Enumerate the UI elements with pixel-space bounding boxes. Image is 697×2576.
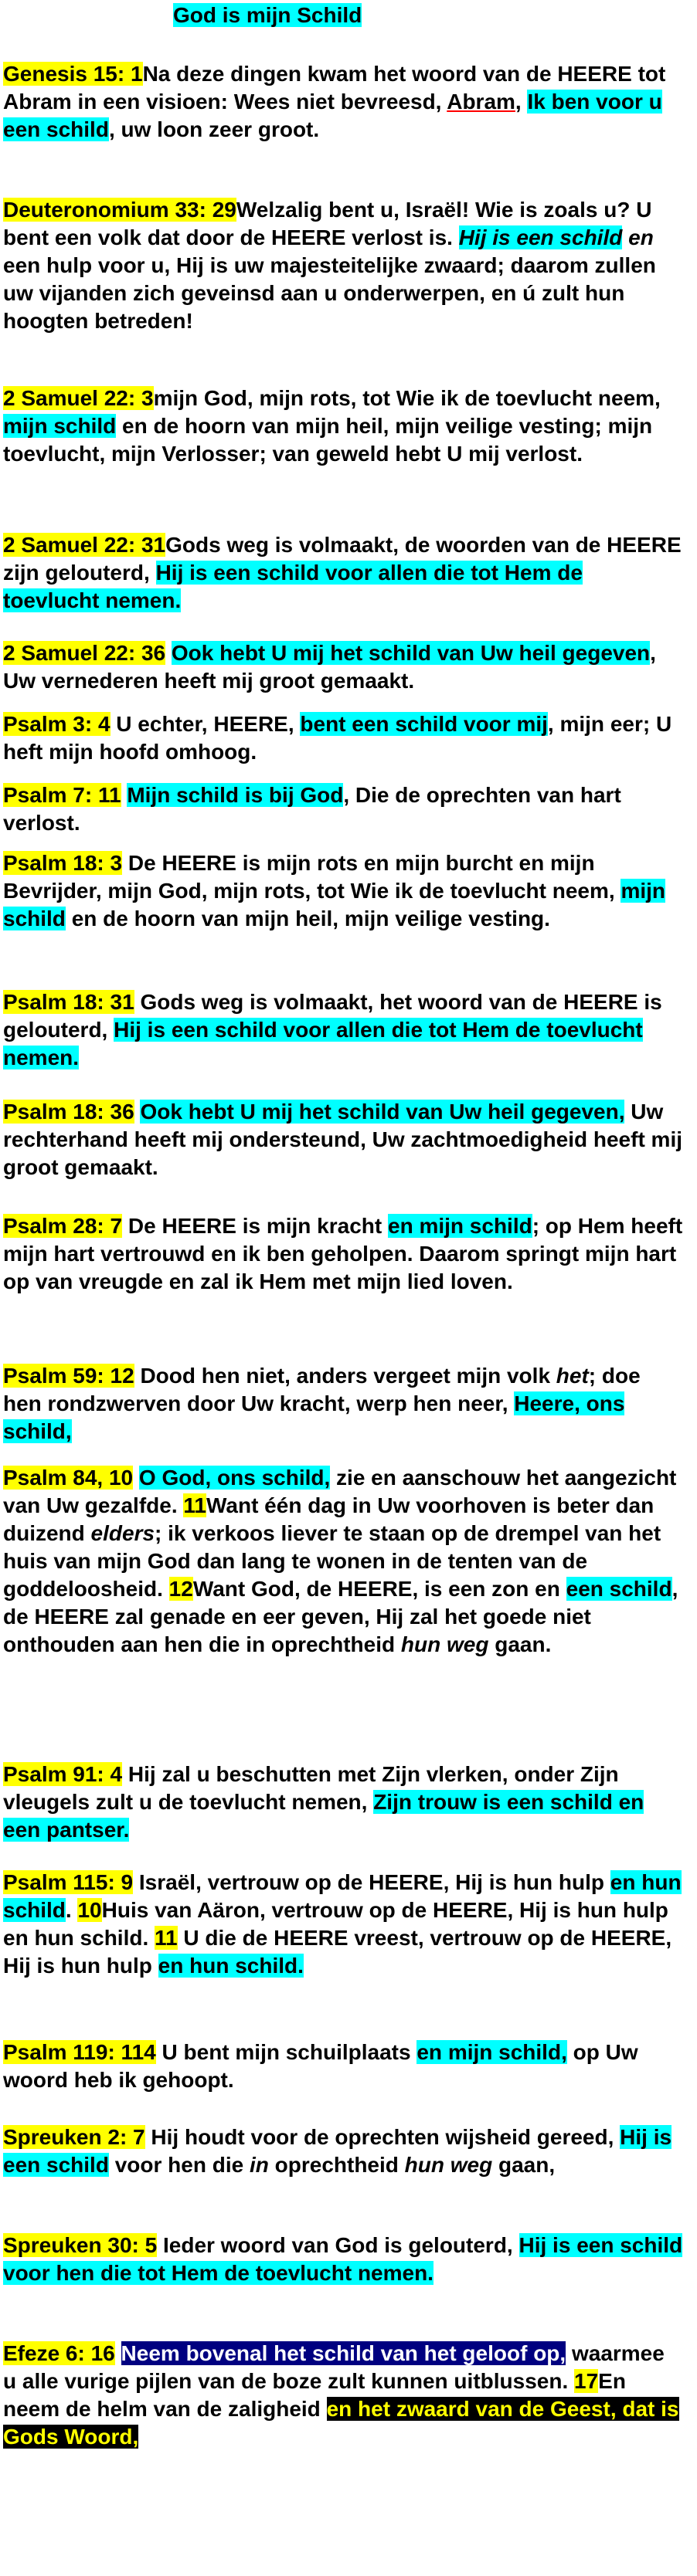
verse-text: mijn God, mijn rots, tot Wie ik de toevlucht neem, xyxy=(153,386,661,410)
verse-text: Want één dag in Uw voorhoven is beter dan duizend xyxy=(3,1493,654,1545)
verse-reference: Psalm 119: 114 xyxy=(3,2040,156,2064)
verse-text: Dood hen niet, anders vergeet mijn volk xyxy=(134,1364,556,1388)
highlighted-text: en hun schild. xyxy=(158,1954,304,1978)
verse-psalm-119-114 xyxy=(3,2039,683,2094)
verse-text: ; ik verkoos liever te staan op de drempel van het huis van mijn God dan lang te wonen in de tenten van de goddeloosheid. xyxy=(3,1521,661,1601)
verse-reference: Genesis 15: 1 xyxy=(3,62,143,86)
verse-text: Hij zal u beschutten met Zijn vlerken, onder Zijn vleugels zult u de toevlucht nemen, xyxy=(3,1762,619,1814)
title-text: God is mijn Schild xyxy=(173,3,362,27)
highlighted-text: Neem bovenal het schild van het geloof op, xyxy=(121,2341,566,2365)
verse-text: gaan. xyxy=(488,1632,552,1656)
verse-2-samuel-22-31 xyxy=(3,531,683,615)
verse-reference: Psalm 59: 12 xyxy=(3,1364,134,1388)
verse-genesis-15-1 xyxy=(3,60,683,144)
verse-text: Uw rechterhand heeft mij ondersteund, Uw zachtmoedigheid heeft mij groot gemaakt. xyxy=(3,1100,683,1179)
verse-psalm-115-9 xyxy=(3,1869,683,1980)
verse-text: ; op Hem heeft mijn hart vertrouwd en ik ben geholpen. Daarom springt mijn hart op van vreugde en zal ik Hem met mijn lied loven. xyxy=(3,1214,683,1293)
highlighted-text: en mijn schild xyxy=(388,1214,532,1238)
verse-text: , Uw vernederen heeft mij groot gemaakt. xyxy=(3,641,656,693)
verse-text: U die de HEERE vreest, vertrouw op de HEERE, Hij is hun hulp xyxy=(3,1926,672,1978)
verse-text: , Die de oprechten van hart verlost. xyxy=(3,783,621,835)
highlighted-text: mijn schild xyxy=(3,879,666,930)
verse-text: gaan, xyxy=(492,2153,556,2177)
verse-spreuken-2-7 xyxy=(3,2124,683,2179)
verse-text: Welzalig bent u, Israël! Wie is zoals u? U bent een volk dat door de HEERE verlost is. xyxy=(3,198,652,249)
verse-reference: Psalm 91: 4 xyxy=(3,1762,123,1786)
highlighted-text: Heere, ons schild, xyxy=(3,1391,625,1443)
verse-psalm-18-31 xyxy=(3,988,683,1072)
verse-text: Gods weg is volmaakt, de woorden van de HEERE zijn gelouterd, xyxy=(3,533,682,585)
verse-spreuken-30-5 xyxy=(3,2232,683,2287)
verse-text: De HEERE is mijn rots en mijn burcht en mijn Bevrijder, mijn God, mijn rots, tot Wie ik de toevlucht neem, xyxy=(3,851,621,903)
highlighted-text: en mijn schild, xyxy=(416,2040,567,2064)
highlighted-text: Hij is een schild xyxy=(3,2125,672,2177)
verse-text: De HEERE is mijn kracht xyxy=(122,1214,388,1238)
verse-text: , uw loon zeer groot. xyxy=(108,117,320,141)
verse-text: een hulp voor u, Hij is uw majesteitelijke zwaard; daarom zullen uw vijanden zich geveinsd aan u onderwerpen, en ú zult hun hoogten betreden! xyxy=(3,253,656,333)
verse-reference: Psalm 3: 4 xyxy=(3,712,110,736)
verse-reference: 11 xyxy=(183,1493,207,1517)
verse-text: op Uw woord heb ik gehoopt. xyxy=(3,2040,638,2092)
verse-reference: 11 xyxy=(155,1926,178,1950)
highlighted-text: bent een schild voor mij xyxy=(300,712,548,736)
verse-text xyxy=(115,2341,121,2365)
verse-text: ; doe hen rondzwerven door Uw kracht, werp hen neer, xyxy=(3,1364,641,1415)
verse-text: , mijn eer; U heft mijn hoofd omhoog. xyxy=(3,712,672,764)
verse-psalm-84-10 xyxy=(3,1464,683,1659)
verse-reference: Psalm 115: 9 xyxy=(3,1870,134,1894)
highlighted-text: en het zwaard van de Geest, dat is Gods Woord, xyxy=(3,2397,679,2449)
verse-text: , xyxy=(515,90,528,114)
verse-text xyxy=(622,225,628,249)
verse-reference: 2 Samuel 22: 31 xyxy=(3,533,166,557)
italic-text: hun weg xyxy=(400,1632,489,1656)
verse-text: Na deze dingen kwam het woord van de HEERE tot Abram in een visioen: Wees niet bevreesd, xyxy=(3,62,666,114)
verse-text: , de HEERE zal genade en eer geven, Hij zal het goede niet onthouden aan hen die in oprechtheid xyxy=(3,1577,678,1656)
verse-reference: Psalm 18: 36 xyxy=(3,1100,134,1124)
verse-text: waarmee u alle vurige pijlen van de boze zult kunnen uitblussen. xyxy=(3,2341,665,2393)
verse-reference: Psalm 84, 10 xyxy=(3,1466,134,1490)
verse-2-samuel-22-36 xyxy=(3,639,683,695)
verse-psalm-59-12 xyxy=(3,1362,683,1446)
verse-reference: Spreuken 30: 5 xyxy=(3,2233,158,2257)
verse-2-samuel-22-3 xyxy=(3,385,683,468)
verse-text: zie en aanschouw het aangezicht van Uw gezalfde. xyxy=(3,1466,677,1517)
highlighted-text: Hij is een schild voor allen die tot Hem de toevlucht nemen. xyxy=(3,561,583,612)
verse-reference: Psalm 7: 11 xyxy=(3,783,121,807)
highlighted-text: Ook hebt U mij het schild van Uw heil gegeven xyxy=(171,641,651,665)
verse-text: En neem de helm van de zaligheid xyxy=(3,2369,626,2421)
verse-psalm-91-4 xyxy=(3,1761,683,1844)
verse-text: . xyxy=(65,1898,78,1922)
verse-psalm-28-7 xyxy=(3,1212,683,1296)
highlighted-text: mijn schild xyxy=(3,414,117,438)
verse-text xyxy=(165,641,172,665)
italic-text: elders xyxy=(90,1521,155,1545)
highlighted-text: Ik ben voor u een schild xyxy=(3,90,662,141)
verse-text: voor hen die xyxy=(108,2153,250,2177)
verse-psalm-3-4 xyxy=(3,710,683,766)
highlighted-text: Hij is een schild xyxy=(458,225,623,249)
verse-text: Ieder woord van God is gelouterd, xyxy=(157,2233,519,2257)
verse-text: Gods weg is volmaakt, het woord van de HEERE is gelouterd, xyxy=(3,990,662,1042)
verse-text: en de hoorn van mijn heil, mijn veilige vesting; mijn toevlucht, mijn Verlosser; van geweld hebt U mij verlost. xyxy=(3,414,653,466)
verse-reference: Efeze 6: 16 xyxy=(3,2341,115,2365)
verse-text: Israël, vertrouw op de HEERE, Hij is hun hulp xyxy=(133,1870,610,1894)
verse-efeze-6-16 xyxy=(3,2340,683,2451)
verse-reference: Psalm 18: 31 xyxy=(3,990,134,1014)
highlighted-text: O God, ons schild, xyxy=(138,1466,331,1490)
highlighted-text: Zijn trouw is een schild en een pantser. xyxy=(3,1790,644,1842)
underlined-text: Abram xyxy=(447,90,515,114)
italic-text: in xyxy=(249,2153,269,2177)
highlighted-text: en hun schild xyxy=(3,1870,682,1922)
italic-text: en xyxy=(628,225,654,249)
highlighted-text: Hij is een schild voor hen die tot Hem de toevlucht nemen. xyxy=(3,2233,683,2285)
verse-text: Hij houdt voor de oprechten wijsheid gereed, xyxy=(144,2125,620,2149)
verse-reference: Spreuken 2: 7 xyxy=(3,2125,145,2149)
page-title xyxy=(173,3,362,28)
verse-reference: Psalm 28: 7 xyxy=(3,1214,123,1238)
verse-text: U bent mijn schuilplaats xyxy=(155,2040,417,2064)
highlighted-text: een schild xyxy=(566,1577,672,1601)
verse-reference: Deuteronomium 33: 29 xyxy=(3,198,236,222)
verse-text: Want God, de HEERE, is een zon en xyxy=(192,1577,566,1601)
verse-psalm-18-36 xyxy=(3,1098,683,1181)
verse-reference: 2 Samuel 22: 3 xyxy=(3,386,154,410)
verse-text: Huis van Aäron, vertrouw op de HEERE, Hij is hun hulp en hun schild. xyxy=(3,1898,668,1950)
verse-text xyxy=(133,1466,139,1490)
verse-reference: 12 xyxy=(168,1577,193,1601)
verse-text: U echter, HEERE, xyxy=(110,712,301,736)
verse-reference: 2 Samuel 22: 36 xyxy=(3,641,166,665)
verse-text: en de hoorn van mijn heil, mijn veilige vesting. xyxy=(65,907,550,930)
italic-text: hun weg xyxy=(404,2153,493,2177)
verse-reference: Psalm 18: 3 xyxy=(3,851,123,875)
verse-text: oprechtheid xyxy=(268,2153,405,2177)
verse-reference: 17 xyxy=(574,2369,599,2393)
highlighted-text: Ook hebt U mij het schild van Uw heil gegeven, xyxy=(140,1100,625,1124)
verse-psalm-7-11 xyxy=(3,781,683,837)
italic-text: het xyxy=(556,1364,589,1388)
verse-reference: 10 xyxy=(77,1898,102,1922)
verse-psalm-18-3 xyxy=(3,849,683,933)
highlighted-text: Hij is een schild voor allen die tot Hem de toevlucht nemen. xyxy=(3,1018,643,1069)
highlighted-text: Mijn schild is bij God xyxy=(127,783,344,807)
verse-deuteronomium-33-29 xyxy=(3,196,683,335)
